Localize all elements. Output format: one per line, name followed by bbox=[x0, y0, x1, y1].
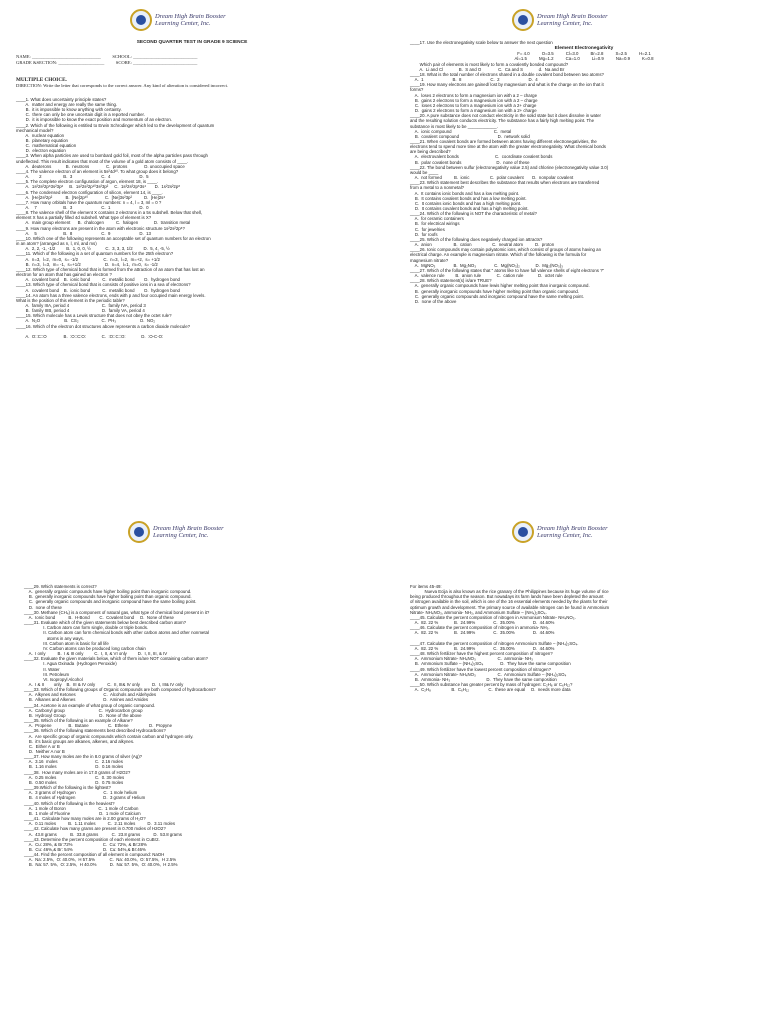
table-title: Element Electronegativity bbox=[554, 46, 614, 52]
text-line: C. mathematical equation bbox=[16, 143, 77, 149]
text-line: ____49. Which fertilizer have the lowest percent composition of nitrogen? bbox=[410, 666, 552, 672]
text-line: A. 1s²2s²2p⁶3s²3p⁶ B. 1s²2s²2p¹⁰3s²3p² C. 1s²2s²2p⁶3s⁴ D. 1s²2s²2p⁸ bbox=[16, 184, 181, 190]
text-line: A. [He]2s²2p² B. [Ne]2p¹⁰ C. [Ne]3s²3p² D. [He]2s⁴ bbox=[16, 194, 166, 200]
text-line: forms? bbox=[410, 87, 424, 93]
text-line: A. Alkynes and Ketones C. Alcohols and Aldehydes bbox=[24, 692, 157, 698]
seal-icon bbox=[128, 521, 150, 543]
text-line: of nitrogen available in the soil, which is one of the 16 essential elements needed by the plants for their bbox=[410, 599, 608, 605]
question-list bbox=[410, 62, 758, 304]
mc-title: MULTIPLE CHOICE. bbox=[16, 77, 67, 84]
text-line: B. covalent compound D. network solid bbox=[410, 133, 530, 139]
text-line: ____43. Determine the percent composition of each element in CuBr2. bbox=[24, 836, 160, 842]
text-line: D. It contains covalent bonds and has a high melting point. bbox=[410, 206, 529, 211]
text-line: B. Cu: 46%,& Br: 54% D. Cu: 54%,& Br:46% bbox=[24, 846, 146, 852]
text-line: A. loses 2 electrons to form a magnesium ion with a 2 – charge bbox=[410, 92, 537, 98]
text-line: B. it is impossible to know anything with certainty. bbox=[16, 107, 122, 113]
text-line: D. electron equation bbox=[16, 148, 66, 154]
text-line: B. family IIIB, period 4 D. family VA, period 4 bbox=[16, 308, 145, 314]
direction: DIRECTION: Write the letter that corresponds to the correct answer. Any kind of alteration is considered incorrect. bbox=[16, 83, 228, 89]
logo bbox=[512, 8, 608, 32]
text-line: IV. Carbon atoms can be produced long carbon chain bbox=[24, 645, 146, 651]
text-line: ____41. Calculate how many moles are in 2.00 grams of H₂O? bbox=[24, 816, 146, 822]
text-line: element X has a partially filled 4d subshell. What type of element is X? bbox=[16, 215, 152, 221]
text-line: B. Na: 57. 5%, O: 2.5%, H 40.0% D. Na: 57. 5%, O: 40.0%, H 2.5% bbox=[24, 862, 178, 868]
text-line: A. Na: 2.5%, O: 40.0%, H 57.5% C. Na: 40.0%, O: 57.5%, H 2.5% bbox=[24, 857, 177, 863]
text-line: D. for roofs bbox=[410, 231, 438, 237]
text-line: ____36. Which of the following statements best described Hydrocarbons? bbox=[24, 728, 166, 734]
text-line: A. 3.16 moles C. 2.16 moles bbox=[24, 759, 123, 765]
text-line: C. for jewelries bbox=[410, 226, 445, 232]
text-line: D. none of these bbox=[24, 604, 62, 610]
text-line: B. generally inorganic compounds have higher melting point than organic compound. bbox=[410, 288, 580, 294]
text-line: A. nuclear equation bbox=[16, 132, 65, 138]
text-line: electrons tend to spend more time at the atom with the greater electronegativity. What chemical bonds bbox=[410, 144, 606, 150]
text-line: A. O::C::O B. :O::C:O: C. :O::C::O: D. :O-C-O: bbox=[16, 333, 164, 339]
text-line: B. Alkanes and Alkenes D. Amines and Amides bbox=[24, 697, 149, 703]
text-line: For items 45-49: bbox=[410, 584, 442, 589]
text-line: B. 4 moles of Hydrogen D. 3 grams of Helium bbox=[24, 795, 146, 801]
text-line: A. 43.8 grams B. 33.8 grams C. 23.8 grams D. 53.8 grams bbox=[24, 831, 182, 837]
electronegativity-table bbox=[410, 45, 758, 61]
text-line: A. 2 B. 3 C. 4 D. 5 bbox=[16, 174, 149, 180]
text-line: ____30. Methane (CH₄) is a component of natural gas, what type of chemical bond present in it? bbox=[24, 609, 210, 615]
text-line: ____46. Calculate the percent composition of nitrogen in ammonia- NH₃. bbox=[410, 625, 550, 631]
text-line: are being described? bbox=[410, 149, 451, 155]
text-line: ____19. How many electrons are gained/ lost by magnesium and what is the charge on the ion that it bbox=[410, 82, 604, 88]
logo-line-1: Dream High Brain Booster bbox=[537, 13, 608, 20]
text-line: III. Petroleum bbox=[24, 671, 70, 677]
text-line: ____8. The valence shell of the element X contains 2 electrons in a 5s subshell. Below that shell, bbox=[16, 210, 203, 216]
text-line: ____2. Which of the following is entitled to Erwin Schrodinger which led to the development of quantum bbox=[16, 122, 215, 128]
text-line: D. gains 2 electrons to form a magnesium ion with a 2+ charge bbox=[410, 108, 537, 114]
text-line: ____13. Which type of chemical bond that is consists of positive ions in a sea of electrons? bbox=[16, 282, 191, 288]
text-line: A. Cu: 28%, & Br:72% C. Cu: 72%, & Br:28% bbox=[24, 841, 147, 847]
text-line: D. it is impossible to know the exact position and momentum of an electron. bbox=[16, 117, 172, 123]
text-line: What is the position of this element in the periodic table? bbox=[16, 297, 125, 303]
text-line: ____6. The condensed electron configuration of silicon, element 14, is ____. bbox=[16, 189, 163, 195]
text-line: C. generally organic compounds and inorganic compound have the same boiling point. bbox=[24, 599, 197, 605]
text-line: ____50. Which substance has greater percent by mass of hydrogen: C₂H₈ or C₆H₁₂? bbox=[410, 681, 573, 687]
page-title: SECOND QUARTER TEST IN GRADE 9 SCIENCE bbox=[136, 40, 248, 45]
text-line: ____34. Acetone is an example of what group of organic compound. bbox=[24, 702, 156, 708]
text-line: B. Ammonia- NH₃ D. They have the same composition bbox=[410, 676, 557, 682]
text-line: atoms in any ways. bbox=[24, 635, 84, 641]
text-line: A. It contains ionic bonds and has a low melting point. bbox=[410, 190, 520, 196]
question-list bbox=[16, 97, 368, 339]
text-line: being produced throughout the season. But nowadays its farm lands have been depleted the amount bbox=[410, 594, 604, 600]
text-line: C. Either A or B bbox=[24, 743, 60, 749]
text-line: D. none of the above bbox=[410, 298, 457, 304]
seal-icon bbox=[512, 9, 534, 31]
text-line: and the resulting solution conducts electricity. The substance has a fairly high melting point. The bbox=[410, 118, 594, 124]
text-line: magnesium nitrate? bbox=[410, 257, 449, 263]
text-line: B. planetary equation bbox=[16, 137, 68, 143]
text-line: would be ____ bbox=[410, 169, 439, 175]
text-line: B. n=3, l=3, m= -1, s=+1/2 D. n=4, l=1, m=0, s= -1/2 bbox=[16, 261, 158, 267]
text-line: ____4. The valence electron of an element is 5s²4d¹⁰. To what group does it belong? bbox=[16, 168, 179, 174]
text-line: A. 82. 22 % B. 24.99% C. 35.00% D. 44.60% bbox=[410, 645, 555, 651]
text-line: Which pair of elements is most likely to form a covalently bonded compound? bbox=[410, 61, 569, 67]
text-line: ____38. How many moles are in 17.0 grams of H2O2? bbox=[24, 769, 131, 775]
text-line: A. Are specific group of organic compounds which contain carbon and hydrogen only. bbox=[24, 733, 194, 739]
text-line: A. 82. 22 % B. 24.99% C. 35.00% D. 44.60% bbox=[410, 630, 555, 636]
text-line: ____1. What does uncertainty principle states? bbox=[16, 96, 107, 102]
logo-line-2: Learning Center, Inc. bbox=[537, 20, 593, 27]
text-line: A. Propene B. Butane C. Ethene D. Propyne bbox=[24, 723, 172, 729]
logo-line-2: Learning Center, Inc. bbox=[537, 532, 593, 539]
text-line: B. It contains covalent bonds and has a low melting point. bbox=[410, 195, 527, 201]
text-line: ____27. Which of the following states that " atoms like to have full valence shells of eight electrons ?" bbox=[410, 267, 605, 273]
text-line: A. I & II only B. III & IV only C. II, III& IV only D. I, III& IV only bbox=[24, 681, 184, 687]
logo-line-1: Dream High Brain Booster bbox=[537, 525, 608, 532]
text-line: B. 1 mole of Fluorine D. 1 mole of Calcium bbox=[24, 810, 141, 816]
text-line: ____31. Evaluate which of the given statements below best described carbon atom? bbox=[24, 620, 187, 626]
text-line: A. I only B. I & III only C. I, II, & VI only D. I, II, III, & IV bbox=[24, 651, 168, 657]
text-line: mechanical model? bbox=[16, 127, 54, 133]
text-line: A. family IIIA, period 4 C. family IVA, period 3 bbox=[16, 302, 146, 308]
text-line: A. 82. 22 % B. 24.99% C. 35.00% D. 44.60% bbox=[410, 620, 555, 626]
text-line: ____3. When alpha particles are used to bombard gold foil, most of the alpha particles pass through bbox=[16, 153, 208, 159]
text-line: II. Water bbox=[24, 666, 60, 672]
text-line: ____18. What is the total number of electrons shared in a double covalent bond between two atoms? bbox=[410, 71, 604, 77]
question-list bbox=[410, 584, 758, 692]
text-line: ____26. Ionic compounds may contain polyatomic ions, which consist of groups of atoms having an bbox=[410, 247, 601, 253]
text-line: ____39.Which of the following is the lightest? bbox=[24, 785, 111, 791]
text-line: A. Ionic bond B. H-Bond C. Covalent bond D. None of these bbox=[24, 614, 174, 620]
text-line: ____22. The bond between sulfur (electronegativity value 2.5) and chlorine (electronegativity value 3.0) bbox=[410, 164, 609, 170]
text-line: A. 5 B. 8 C. 9 D. 13 bbox=[16, 230, 151, 236]
text-line: A. N₂O B. CS₂ C. PH₃ D. NO₂ bbox=[16, 318, 156, 324]
logo-line-2: Learning Center, Inc. bbox=[153, 532, 209, 539]
text-line: B. generally inorganic compounds have higher boiling point than organic compound. bbox=[24, 594, 192, 600]
text-line: C. there can only be one uncertain digit in a reported number. bbox=[16, 112, 145, 118]
text-line: ____37. How many moles are the in 8.0 grams of silver (Ag)? bbox=[24, 754, 143, 760]
text-line: A. 7 B. 3 C. 1 D. 0 bbox=[16, 205, 149, 210]
text-line: A. covalent bond B. ionic bond C. metallic bond D. hydrogen bond bbox=[16, 287, 180, 293]
text-line: ____21. When covalent bonds are formed between atoms having different electronegativities, the bbox=[410, 138, 597, 144]
text-line: A. 3 grams of Hydrogen C. 1 mole helium bbox=[24, 790, 138, 796]
seal-icon bbox=[130, 9, 152, 31]
text-line: A. C₂H₈ B. C₆H₁₂ C. these are equal D. needs more data bbox=[410, 687, 571, 693]
text-line: B. Ammonium Sulfate – (NH₄)₂SO₄ D. They have the same composition bbox=[410, 661, 571, 667]
text-line: A. Ammonium Nitrate- NH₄NO₃ C. Ammonium Sulfate – (NH₄)₂SO₄ bbox=[410, 671, 567, 677]
text-line: ____29. Which statements is correct? bbox=[24, 584, 97, 589]
text-line: D. Neither A nor B bbox=[24, 749, 65, 754]
text-line: A. 0.11 moles B. 1.11 moles C. 2.11 moles D. 3.11 moles bbox=[24, 821, 176, 827]
text-line: Nitrate- NH₄NO₃, ammonia- NH₃, and Ammonium Sulfate – (NH₄)₂SO₄. bbox=[410, 609, 547, 615]
question-17: ____17. Use the electronegativity scale below to answer the next question bbox=[410, 40, 553, 45]
text-line: ____12. Which type of chemical bond that is formed from the attraction of an atom that has lost an bbox=[16, 266, 205, 272]
text-line: A. 2, 2, -1, -1/2 B. 1, 0, 0, ½ C. 3, 3, 3, 1/2 D. 5, 4, -5, ½ bbox=[16, 246, 170, 252]
text-line: A. 1 B. 8 C. 2 D. 4 bbox=[410, 77, 538, 83]
text-line: ____16. Which of the electron dot structures above represents a carbon dioxide molecule? bbox=[16, 323, 191, 329]
text-line: A. generally organic compounds have higher boiling point than inorganic compound. bbox=[24, 589, 192, 595]
text-line: B. Hydroxyl Group D. None of the above bbox=[24, 712, 142, 718]
text-line: I. Agua Oxinada (Hydrogen Peroxide) bbox=[24, 661, 117, 667]
text-line: ____40. Which of the following is the heaviest? bbox=[24, 800, 115, 806]
text-line: A. deuterons B. neutrons C. protons D. unoccupied space bbox=[16, 163, 185, 169]
text-line: from a metal to a nonmetal? bbox=[410, 185, 465, 191]
text-line: ____7. How many orbitals have the quantum numbers: n = 4, l = 3, ml = 0 ? bbox=[16, 199, 162, 205]
text-line: ____25. Which of the following does negatively charged ion attracts? bbox=[410, 236, 543, 242]
text-line: A. ionic compound C. metal bbox=[410, 128, 512, 134]
text-line: undeflected. This result indicates that most of the volume of a gold atom consists of ____. bbox=[16, 158, 189, 164]
text-line: substance is most likely to be ____________. bbox=[410, 123, 498, 129]
text-line: ____45. Calculate the percent composition of nitrogen in Ammonium Nitrate- NH₄NO₃. bbox=[410, 614, 576, 620]
text-line: III. Carbon atom is basic for all life bbox=[24, 640, 109, 646]
text-line: ____10. Which one of the following represents an acceptable set of quantum numbers for an electron bbox=[16, 235, 211, 241]
text-line: ____47. Calculate the percent composition of nitrogen Ammonium Sulfate – (NH₄)₂SO₄. bbox=[410, 640, 579, 646]
text-line: I. Carbon atom can form single, double or triple bonds. bbox=[24, 625, 149, 631]
logo bbox=[130, 8, 226, 32]
text-line: A. for ceramic containers bbox=[410, 216, 464, 222]
logo-line-1: Dream High Brain Booster bbox=[155, 13, 226, 20]
seal-icon bbox=[512, 521, 534, 543]
text-line: B. for electrical wirings bbox=[410, 221, 460, 227]
text-line: A. 0.25 moles C. 0. 30 moles bbox=[24, 774, 125, 780]
logo bbox=[128, 520, 224, 544]
text-line: optimum growth and development. The primary source of available nitrogen can be found in Ammonium bbox=[410, 604, 610, 610]
text-line: VI. Isopropyl Alcohol bbox=[24, 676, 83, 682]
text-line: ____9. How many electrons are present in the atom with electronic structure 1s²2s²2p⁶? bbox=[16, 225, 185, 231]
text-line: ____14. An atom has a three valence electrons, ends with p and four occupied main energy levels. bbox=[16, 292, 206, 298]
text-line: II. Carbon atom can form chemical bonds with other carbon atoms and other nonmetal bbox=[24, 630, 209, 636]
text-line: B. gains 2 electrons to form a magnesium ion with a 2 – charge bbox=[410, 97, 538, 103]
text-line: ____5. The complete electron configuration of argon, element 18, is ____. bbox=[16, 179, 159, 185]
text-line: A. covalent bond B. ionic bond C. metallic bond D. hydrogen bond bbox=[16, 277, 180, 283]
text-line: C. loses 2 electrons to form a magnesium ion with a 2+ charge bbox=[410, 102, 537, 108]
text-line: A. electrovalent bonds C. coordinate covalent bonds bbox=[410, 154, 553, 160]
text-line: A. anion B. cation C. neutral atom D. proton bbox=[410, 242, 555, 248]
text-line: ____24. Which of the following is NOT the characteristic of metal? bbox=[410, 211, 537, 217]
text-line: A. n=3, l=2, m=0, s= -1/2 C. n=3, l=2, m=+2, s= +1/2 bbox=[16, 256, 160, 262]
text-line: in an atom? (arranged as n, l, ml, and ms) bbox=[16, 241, 97, 247]
text-line: ____44. Find the percent composition of all element in compound: NaOH bbox=[24, 852, 165, 858]
text-line: ____28. Which statement(s) is/are TRUE? bbox=[410, 278, 492, 284]
text-line: ____15. Which molecule has a Lewis structure that does not obey the octet rule? bbox=[16, 313, 172, 319]
logo bbox=[512, 520, 608, 544]
text-line: A. Ammonium Nitrate- NH₄NO₃ C. ammonia- NH₃ bbox=[410, 656, 533, 662]
text-line: electron for an atom that has gained an electron ? bbox=[16, 272, 112, 278]
page-2 bbox=[384, 0, 768, 512]
text-line: A. valence rule B. anion rule C. cation rule D. octet rule bbox=[410, 273, 563, 279]
text-line: ____48. Which fertilizer have the highest percent composition of nitrogen? bbox=[410, 651, 553, 657]
text-line: B. 0.50 moles D. 0.75 moles bbox=[24, 779, 124, 785]
text-line: Nueva Ecija is also known as the rice granary of the Philippines because its huge volume of rice bbox=[410, 589, 609, 595]
logo-line-1: Dream High Brain Booster bbox=[153, 525, 224, 532]
text-line: electrical charge. An example is magnesium nitrate. Which of the following is the formula for bbox=[410, 252, 587, 258]
text-line: ____42. Calculate how many grams are present in 0.700 moles of H2O2? bbox=[24, 826, 166, 832]
name-line: NAME: ______________________________ SCHOOL: ____________________________ bbox=[16, 54, 198, 60]
text-line: A. Carbonyl group C. Hydrocarbon group bbox=[24, 707, 143, 713]
grade-line: GRADE &SECTION: ____________________ SCORE: ____________________________ bbox=[16, 60, 198, 66]
page-1 bbox=[0, 0, 384, 512]
text-line: ____11. Which of the following is a set of quantum numbers for the 25th electron? bbox=[16, 251, 174, 257]
text-line: B. 1.16 moles D. 0.16 moles bbox=[24, 764, 124, 770]
text-line: A. 1 mole of Boron C. 1 mole of Carbon bbox=[24, 805, 139, 811]
text-line: C. generally organic compounds and inorganic compound have the same melting point. bbox=[410, 293, 584, 299]
text-line: ____23. Which statement best describes the substance that results when electrons are transferred bbox=[410, 180, 600, 186]
text-line: B. it's basic groups are alkanes, alkenes, and alkynes. bbox=[24, 738, 135, 744]
table-row: F= 4.0 O=3.5 Cl=3.0 Br=2.8 S=2.5 H=2.1 bbox=[517, 51, 651, 57]
text-line: A. generally organic compounds have lewis higher melting point than inorganic compound. bbox=[410, 283, 590, 289]
table-row: Al=1.5 Mg=1.2 Ca=1.0 Li=0.9 Na=0.9 K=0.8 bbox=[514, 56, 654, 62]
text-line: A. matter and energy are really the same thing. bbox=[16, 101, 118, 107]
text-line: A. MgNO₃ B. Mg₂NO₃ C. Mg(NO₃)₂ D. Mg₂(NO₃)₃ bbox=[410, 262, 563, 268]
text-line: A. main group element B. chalcogen C. halogen D. transition metal bbox=[16, 220, 191, 226]
logo-line-2: Learning Center, Inc. bbox=[155, 20, 211, 27]
text-line: ____20. A pure substance does not conduct electricity in the solid state but it does dissolve in water bbox=[410, 113, 601, 119]
text-line: ____35. Which of the following is an example of Alkane? bbox=[24, 718, 133, 724]
text-line: A. not formed B. ionic C. polar covalent D. nonpolar covalent bbox=[410, 175, 574, 181]
text-line: ____32. Evaluate the given materials below, which of them is/are NOT containing carbon atom? bbox=[24, 656, 208, 662]
text-line: A. Li and Cl B. S and O C. Ca and S d. Na and Br bbox=[410, 66, 565, 72]
page-3 bbox=[0, 512, 384, 1024]
text-line: B. polar covalent bonds D. none of these bbox=[410, 159, 530, 165]
text-line: C. It contains ionic bonds and has a high melting point. bbox=[410, 200, 522, 206]
question-list bbox=[24, 584, 372, 868]
page-4 bbox=[384, 512, 768, 1024]
text-line: ____33. Which of the following groups of Organic compounds are both composed of hydrocarbons? bbox=[24, 687, 216, 693]
